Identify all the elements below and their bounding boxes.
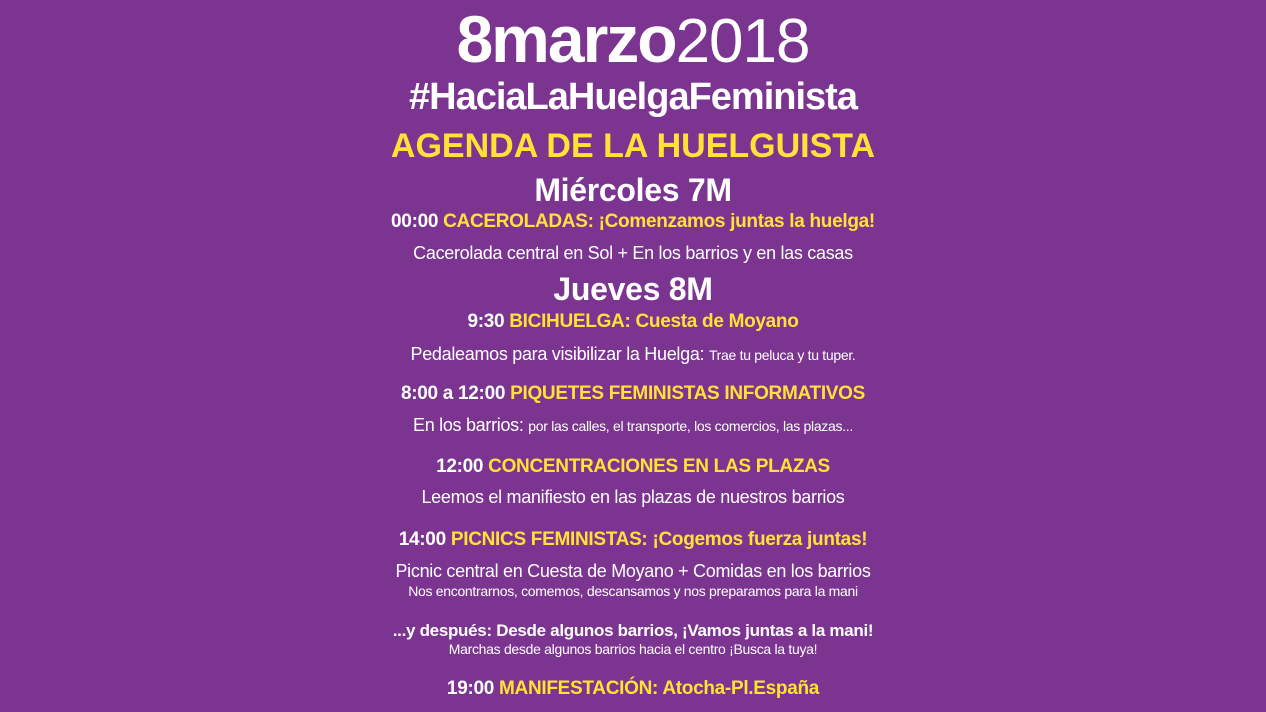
event-desc: En los barrios: <box>413 415 524 435</box>
event-despues-heading: ...y después: Desde algunos barrios, ¡Vamos juntas a la mani! <box>392 621 874 640</box>
event-time: 12:00 <box>436 456 484 477</box>
title-year: 2018 <box>675 7 810 76</box>
event-picnics-description: Picnic central en Cuesta de Moyano + Comidas en los barrios <box>395 561 871 581</box>
day-heading-thursday: Jueves 8M <box>553 271 713 307</box>
event-caceroladas-heading <box>0 208 1266 236</box>
event-manifestacion-heading <box>0 675 1266 703</box>
hashtag: #HaciaLaHuelgaFeminista <box>409 76 857 118</box>
title-main: 8marzo <box>456 2 676 76</box>
event-desc-small: por las calles, el transporte, los comercios, las plazas... <box>528 418 853 434</box>
event-picnics-heading <box>0 526 1266 554</box>
event-piquetes-heading <box>0 380 1266 408</box>
event-time: 8:00 a 12:00 <box>400 383 506 404</box>
day-heading-wednesday: Miércoles 7M <box>534 172 732 208</box>
event-time: 00:00 <box>391 211 439 232</box>
event-concentraciones-heading <box>0 453 1266 481</box>
event-time: 9:30 <box>467 311 505 332</box>
event-concentraciones-description: Leemos el manifiesto en las plazas de nuestros barrios <box>421 487 845 507</box>
event-desc-small: Trae tu peluca y tu tuper. <box>708 347 856 363</box>
event-bicihuelga-description <box>0 341 1266 367</box>
event-caceroladas-description: Cacerolada central en Sol + En los barrios y en las casas <box>413 243 853 263</box>
agenda-title: AGENDA DE LA HUELGUISTA <box>390 127 876 165</box>
event-title: CONCENTRACIONES EN LAS PLAZAS <box>488 456 830 477</box>
event-title: BICIHUELGA: Cuesta de Moyano <box>509 311 799 332</box>
event-time: 19:00 <box>446 678 495 699</box>
event-title: PIQUETES FEMINISTAS INFORMATIVOS <box>510 383 866 404</box>
event-desc: Pedaleamos para visibilizar la Huelga: <box>410 344 705 364</box>
event-piquetes-description <box>0 412 1266 438</box>
event-time: 14:00 <box>398 529 446 550</box>
event-title: MANIFESTACIÓN: Atocha-Pl.España <box>499 678 820 699</box>
event-title: PICNICS FEMINISTAS: ¡Cogemos fuerza juntas! <box>450 529 868 550</box>
event-title: CACEROLADAS: ¡Comenzamos juntas la huelga! <box>443 211 875 232</box>
event-bicihuelga-heading <box>0 308 1266 336</box>
poster-title <box>0 0 1266 78</box>
event-despues-subdescription: Marchas desde algunos barrios hacia el centro ¡Busca la tuya! <box>448 641 818 657</box>
event-picnics-subdescription: Nos encontrarnos, comemos, descansamos y nos preparamos para la mani <box>408 583 858 599</box>
